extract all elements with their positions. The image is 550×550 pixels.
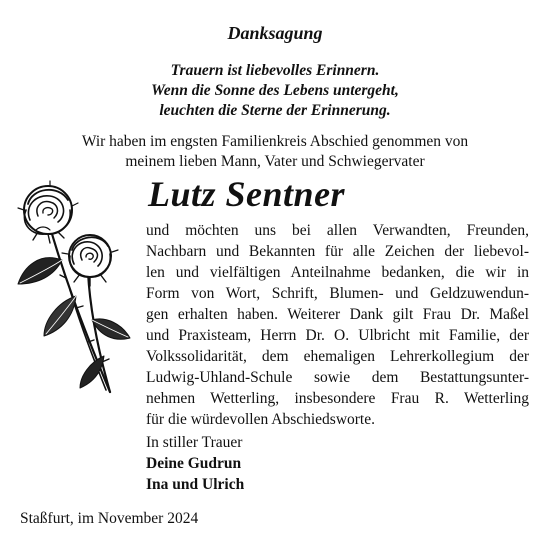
place-date: Staßfurt, im November 2024 [20,510,199,527]
motto-line: leuchten die Sterne der Erinnerung. [159,102,391,119]
text-line: gen erhalten haben. Weiterer Dank gilt Frau Dr. Maßel [146,306,529,323]
roses-illustration [10,180,140,395]
text-line: Ludwig-Uhland-Schule sowie dem Bestattungsunter- [146,369,529,386]
intro-line: Wir haben im engsten Familienkreis Abschied genommen von [81,133,469,150]
intro-text [0,132,550,172]
text-line: und Praxisteam, Herrn Dr. O. Ulbricht mit Familie, der [146,327,529,344]
closing-phrase: In stiller Trauer [146,434,243,451]
text-line: und möchten uns bei allen Verwandten, Freunden, [146,222,529,239]
signer-name: Deine Gudrun [146,455,242,472]
closing-signature [146,432,244,495]
text-line: Form von Wort, Schrift, Blumen- und Geldzuwendun- [146,285,529,302]
text-line: Volkssolidarität, dem ehemaligen Lehrerkollegium der [146,348,529,365]
acknowledgement-text [146,220,529,430]
text-line: für die würdevollen Abschiedsworte. [146,411,375,428]
text-line: Nachbarn und Bekannten für alle Zeichen der liebevol- [146,243,529,260]
text-line: nehmen Wetterling, insbesondere Frau R. Wetterling [146,390,529,407]
motto-verse [0,61,550,121]
motto-line: Trauern ist liebevolles Erinnern. [170,62,380,79]
text-line: len und vielfältigen Anteilnahme bedanken, die wir in [146,264,529,281]
motto-line: Wenn die Sonne des Lebens untergeht, [151,82,399,99]
notice-heading: Danksagung [227,23,323,43]
signer-name: Ina und Ulrich [146,476,245,493]
intro-line: meinem lieben Mann, Vater und Schwiegervater [125,153,425,170]
deceased-name: Lutz Sentner [148,174,346,214]
